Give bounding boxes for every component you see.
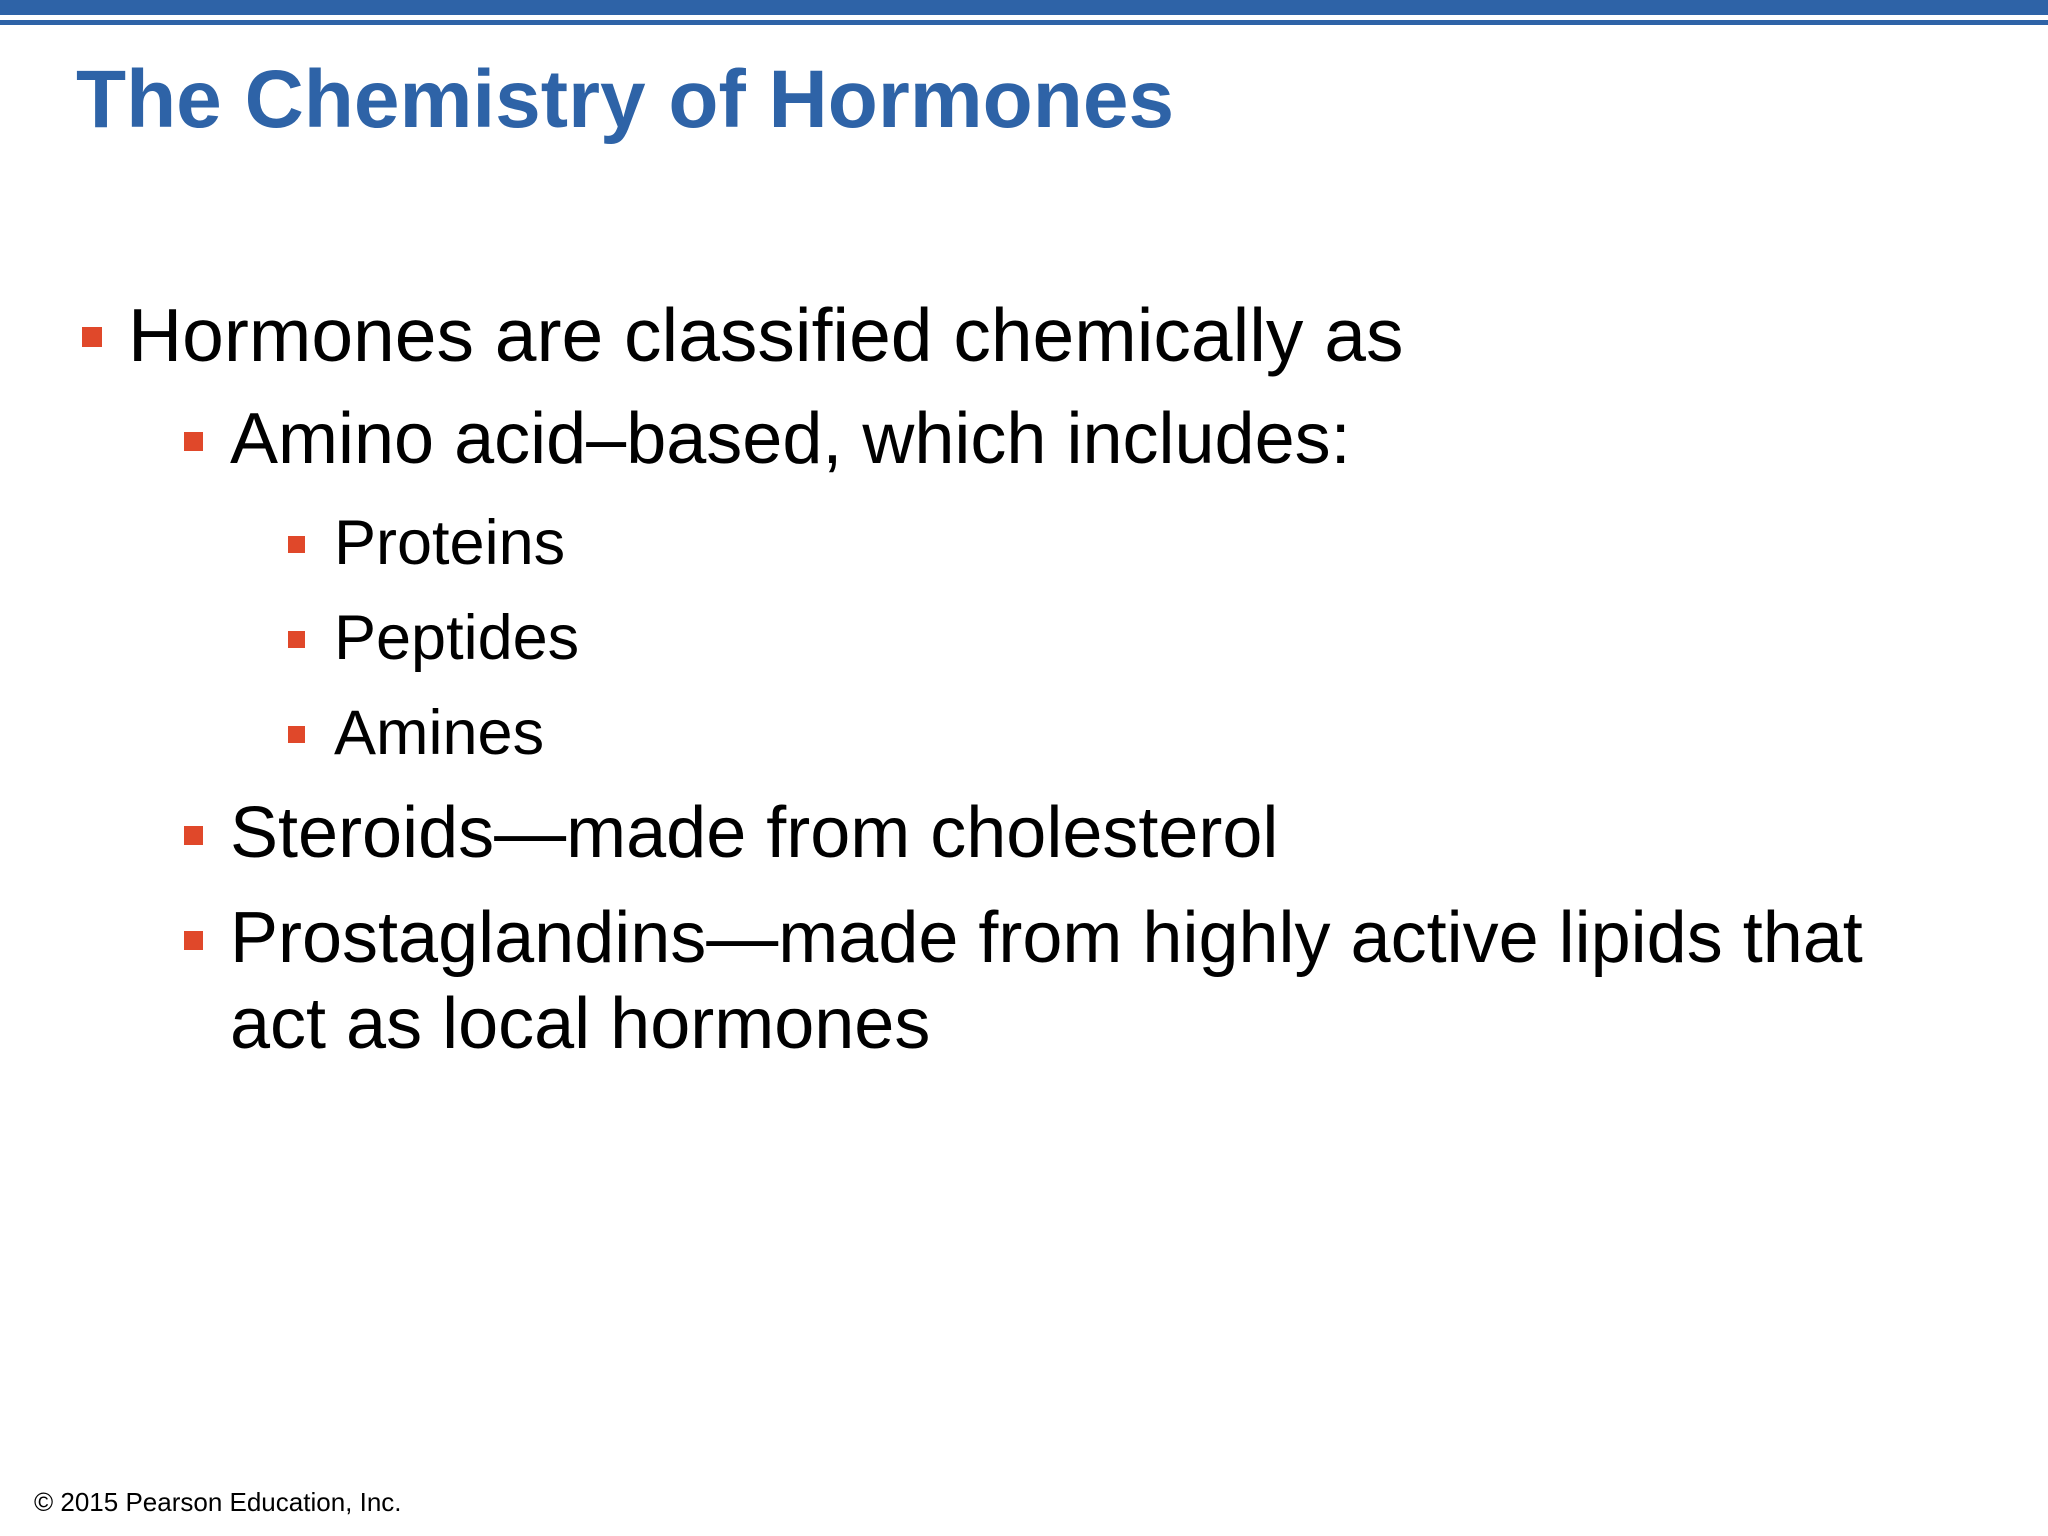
top-accent-rule	[0, 20, 2048, 25]
bullet-text: Hormones are classified chemically as	[128, 293, 1404, 377]
slide-title: The Chemistry of Hormones	[76, 54, 1175, 145]
bullet-amines	[288, 693, 544, 773]
bullet-text: Steroids—made from cholesterol	[230, 793, 1279, 873]
bullet-text: Amines	[334, 698, 545, 768]
copyright-notice: © 2015 Pearson Education, Inc.	[34, 1487, 402, 1517]
bullet-amino-acid-based	[184, 396, 1351, 482]
bullet-steroids	[184, 790, 1278, 876]
bullet-text: Peptides	[334, 603, 580, 673]
square-bullet-icon	[288, 726, 305, 743]
bullet-peptides	[288, 598, 579, 678]
bullet-text: Proteins	[334, 508, 566, 578]
bullet-text-line-2: act as local hormones	[230, 984, 931, 1064]
bullet-hormones-classification	[82, 290, 1403, 380]
square-bullet-icon	[184, 931, 203, 950]
top-accent-band	[0, 0, 2048, 15]
square-bullet-icon	[288, 536, 305, 553]
square-bullet-icon	[184, 432, 203, 451]
square-bullet-icon	[184, 826, 203, 845]
bullet-text-line-1: Prostaglandins—made from highly active lipids that	[230, 898, 1863, 978]
bullet-text: Amino acid–based, which includes:	[230, 399, 1351, 479]
square-bullet-icon	[82, 327, 102, 347]
square-bullet-icon	[288, 631, 305, 648]
bullet-prostaglandins	[184, 895, 1863, 1067]
bullet-proteins	[288, 503, 565, 583]
